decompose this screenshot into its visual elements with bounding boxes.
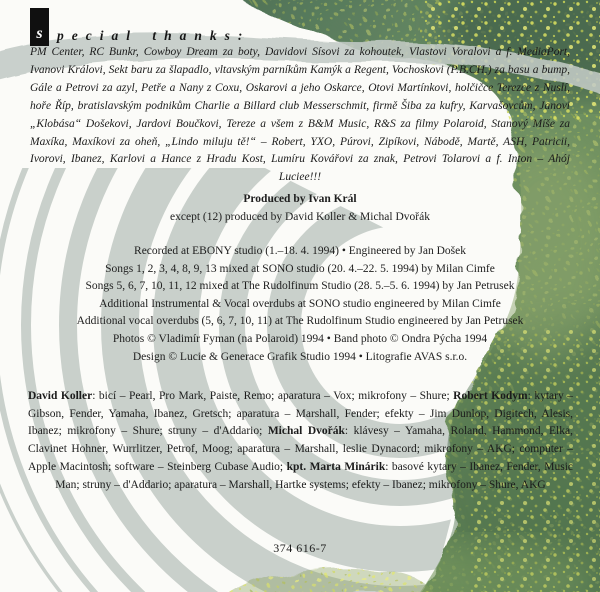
recording-credit-line: Additional vocal overdubs (5, 6, 7, 10, 11) at The Rudolfinum Studio engineered by Jan Petrusek [76, 315, 524, 328]
credit-text: : basové kytary – Ibanez, Fender, Music Man; struny – d'Addario; aparatura – Marshall, Hartke systems; efekty – Ibanez; mikrofony – Shure, AKG [55, 460, 573, 491]
recording-credit-line: Songs 1, 2, 3, 4, 8, 9, 13 mixed at SONO studio (20. 4.–22. 5. 1994) by Milan Cimfe [105, 262, 495, 275]
dropcap-letter: s [30, 8, 49, 46]
equipment-credits [28, 388, 573, 494]
recording-credit-line: Additional Instrumental & Vocal overdubs at SONO studio engineered by Milan Cimfe [99, 297, 501, 310]
credit-name: David Koller [28, 390, 93, 402]
credit-text: : kytary – Gibson, Fender, Yamaha, Ibanez, Gretsch; aparatura – Marshall, Fender; efekty – Jim Dunlop, Digitech, Alesis, Ibanez; mikrofony – Shure; struny – d'Addario; [28, 390, 573, 438]
recording-credit-line: Photos © Vladimír Fyman (na Polaroid) 1994 • Band photo © Ondra Pýcha 1994 [112, 332, 488, 345]
catalog-number: 374 616-7 [273, 541, 327, 555]
recording-credit-line: Songs 5, 6, 7, 10, 11, 12 mixed at The Rudolfinum Studio (28. 5.–5. 6. 1994) by Jan Petrusek [85, 280, 515, 293]
credit-text: : klávesy – Yamaha, Roland, Hammond, Elka, Clavinet Hohner, Wurrlitzer, Petrof, Moog; aparatura – Marshall, leslie Dynacord; mikrofony – AKG; computer – Apple Macintosh; software – Steinberg Cubase Audio; [28, 425, 573, 473]
produced-by-line: Produced by Ivan Král [243, 193, 357, 205]
credit-name: Robert Kodym [453, 390, 528, 402]
credit-name: kpt. Marta Minárik [286, 460, 386, 473]
recording-credit-line: Design © Lucie & Generace Grafik Studio 1994 • Litografie AVAS s.r.o. [132, 350, 468, 363]
produced-except-line: except (12) produced by David Koller & Michal Dvořák [170, 210, 430, 223]
credit-text: : bicí – Pearl, Pro Mark, Paiste, Remo; aparatura – Vox; mikrofony – Shure; [92, 390, 454, 402]
heading-text: pecial thanks: [57, 28, 251, 43]
thanks-paragraph: PM Center, RC Bunkr, Cowboy Dream za boty, Davidovi Sísovi za kohoutek, Vlastovi Voralovi a f. MediaPort, Ivanovi Královi, Sekt baru za šlapadlo, vltavským parníkům Kamýk a Regent, Vochoskovi (P.B.CH.) za basu a bump, Gále a Petrovi za azyl, Petře a Nany z Coxu, Oskarovi a jeho Oskarce, Otovi Martínkovi, holčičce Terezce z Nuslí, hoře Říp, bratislavským podnikům Charlie a Billard club Messerschmit, firmě Šiba za kufry, Karvašovcům, Janovi „Klobása“ Došekovi, Jardovi Boučkovi, Tereze a všem z B&M Music, R&S za filmy Polaroid, Stanový Míše za Maxíka, Maxíkovi za oheň, „Lindo miluju tě!“ – Robert, YXO, Púrovi, Zipíkovi, Nábodě, Martě, ASH, Patricii, Ivorovi, Ibanez, Karlovi a Hance z Hradu Kost, Lumíru Kovářovi za znak, Petrovi Tolarovi a f. Inton – Ahój Luciee!!! [30, 46, 570, 184]
production-credits [0, 191, 600, 227]
recording-credits [0, 243, 600, 366]
recording-credit-line: Recorded at EBONY studio (1.–18. 4. 1994) • Engineered by Jan Došek [134, 245, 466, 257]
credit-name: Michal Dvořák [267, 425, 345, 438]
